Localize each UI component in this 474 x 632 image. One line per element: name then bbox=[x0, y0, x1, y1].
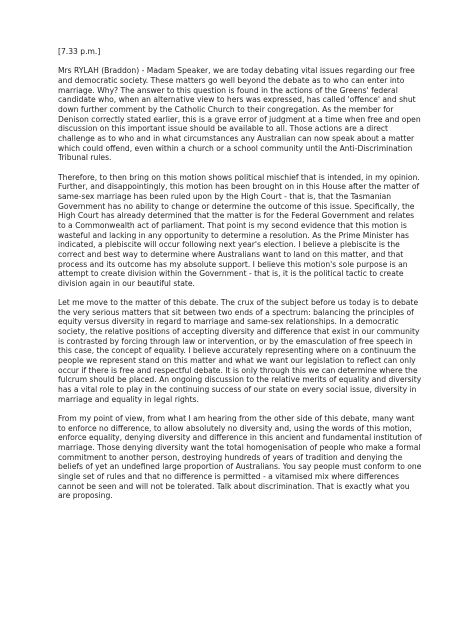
paragraph-2: Therefore, to then bring on this motion shows political mischief that is intended, in my opinion. Further, and disappointingly, this motion has been brought on in this House after the matter of same-sex marriage has been ruled upon by the High Court - that is, that the Tasmanian Government has no ability to change or determine the outcome of this issue. Specifically, the High Court has already determined that the matter is for the Federal Government and relates to a Commonwealth act of parliament. That point is my second evidence that this motion is wasteful and lacking in any opportunity to determine a resolution. As the Prime Minister has indicated, a plebiscite will occur following next year's election. I believe a plebiscite is the correct and best way to determine where Australians want to land on this matter, and that process and its outcome has my absolute support. I believe this motion's sole purpose is an attempt to create division within the Government - that is, it is the political tactic to create division again in our beautiful state. bbox=[58, 172, 420, 288]
paragraph-4: From my point of view, from what I am hearing from the other side of this debate, many want to enforce no difference, to allow absolutely no diversity and, using the words of this motion, enforce equality, denying diversity and difference in this ancient and fundamental institution of marriage. Those denying diversity want the total homogenisation of people who make a formal commitment to another person, destroying hundreds of years of tradition and denying the beliefs of yet an undefined large proportion of Australians. You say people must conform to one single set of rules and that no difference is permitted - a vitamised mix where differences cannot be seen and will not be tolerated. Talk about discrimination. That is exactly what you are proposing. bbox=[58, 414, 422, 501]
hansard-transcript bbox=[58, 47, 422, 511]
timestamp: [7.33 p.m.] bbox=[58, 47, 101, 56]
paragraph-3: Let me move to the matter of this debate. The crux of the subject before us today is to debate the very serious matters that sit between two ends of a spectrum: balancing the principles of equity versus diversity in regard to marriage and same-sex relationships. In a democratic society, the relative positions of accepting diversity and difference that exist in our community is contrasted by forcing through law or intervention, or by the emasculation of free speech in this case, the concept of equality. I believe accurately representing where on a continuum the people we represent stand on this matter and what we want our legislation to reflect can only occur if there is free and respectful debate. It is only through this we can determine where the fulcrum should be placed. An ongoing discussion to the relative merits of equality and diversity has a vital role to play in the continuing success of our state on every social issue, diversity in marriage and equality in legal rights. bbox=[58, 298, 422, 404]
paragraph-1: Mrs RYLAH (Braddon) - Madam Speaker, we are today debating vital issues regarding our free and democratic society. These matters go well beyond the debate as to who can enter into marriage. Why? The answer to this question is found in the actions of the Greens' federal candidate who, when an alternative view to hers was expressed, has called 'offence' and shut down further comment by the Catholic Church to their congregation. As the member for Denison correctly stated earlier, this is a grave error of judgment at a time when free and open discussion on this important issue should be available to all. Those actions are a direct challenge as to who and in what circumstances any Australian can now speak about a matter which could offend, even within a church or a school community until the Anti-Discrimination Tribunal rules. bbox=[58, 66, 421, 163]
